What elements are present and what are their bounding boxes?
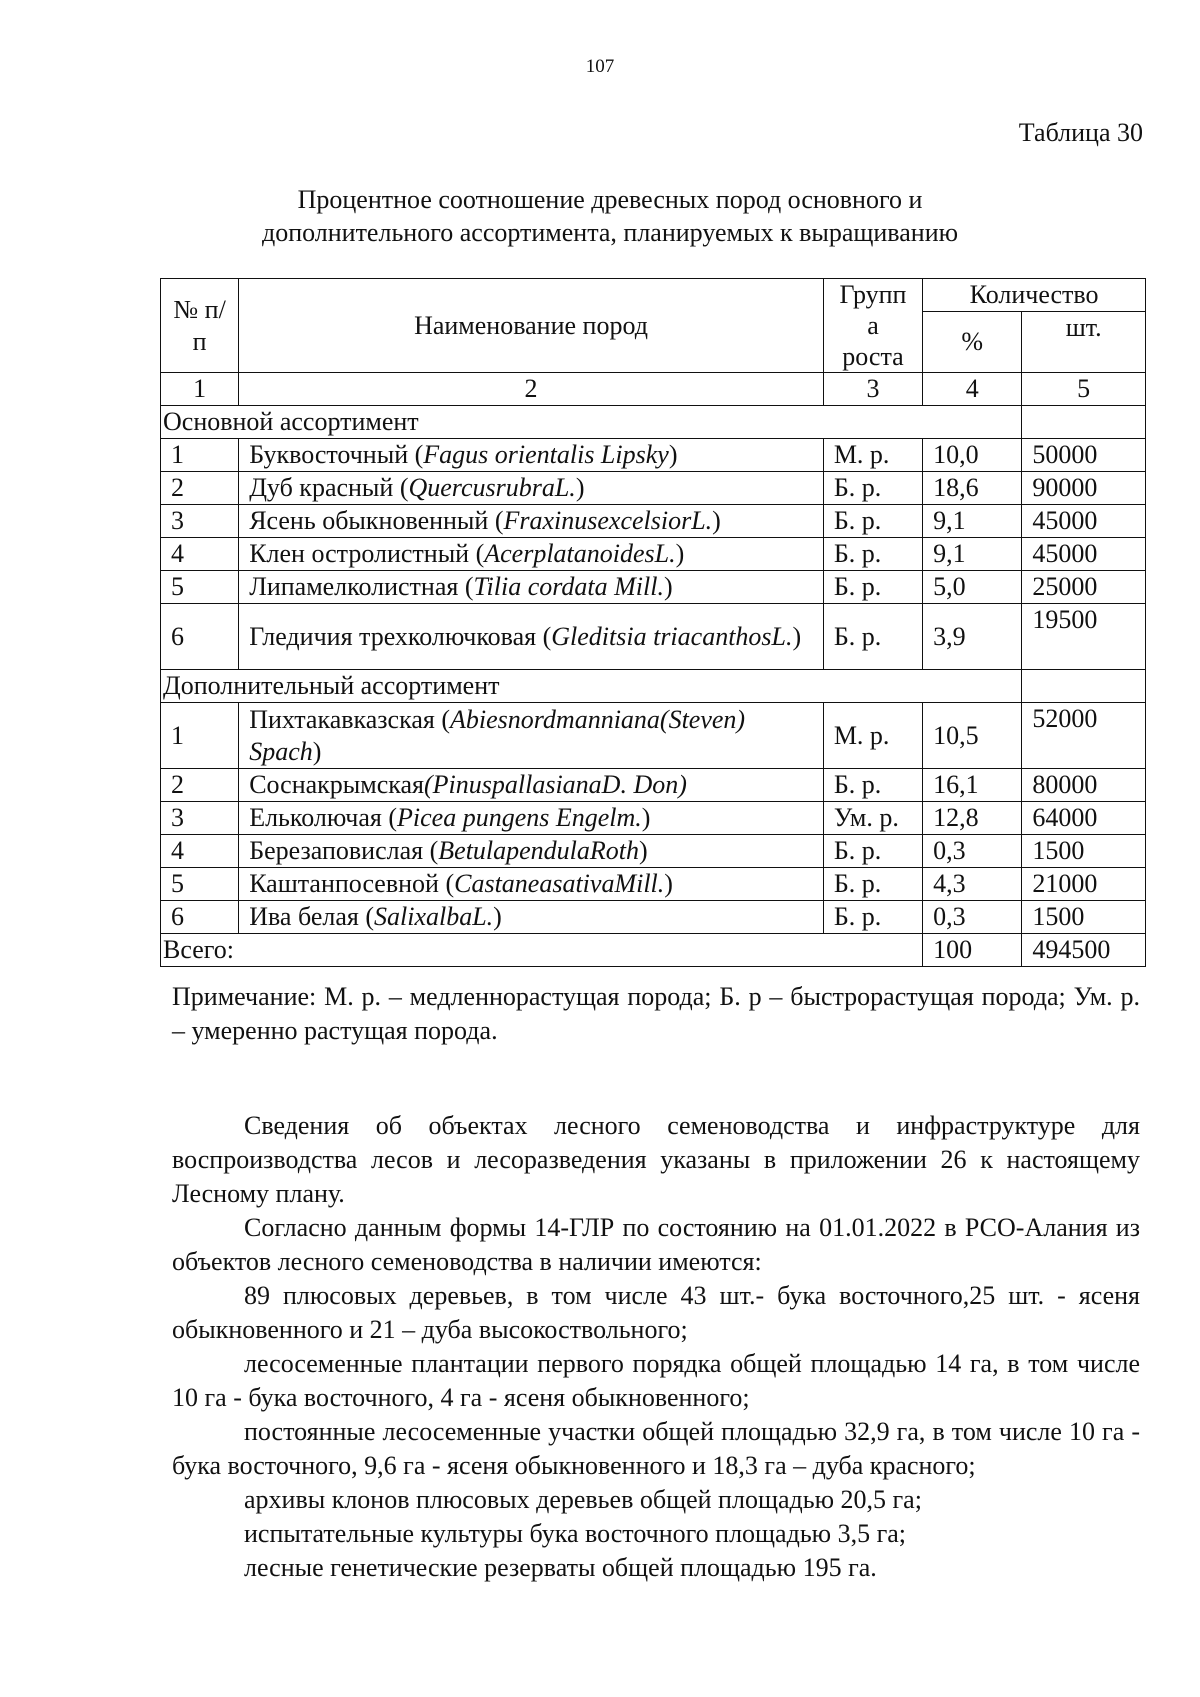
pieces-value: 45000 [1022,538,1146,571]
header-percent: % [923,312,1022,373]
paragraph: лесные генетические резерваты общей площадью 195 га. [244,1553,877,1582]
column-number: 4 [923,373,1022,406]
percent-value: 0,3 [923,901,1022,934]
species-name: Соснакрымская(PinuspallasianaD. Don) [239,769,824,802]
page-number: 107 [585,56,615,77]
column-number: 1 [161,373,239,406]
header-num: № п/п [161,279,239,373]
percent-value: 10,5 [923,703,1022,769]
table-label: Таблица 30 [1018,118,1143,147]
pieces-value: 64000 [1022,802,1146,835]
column-number: 3 [823,373,922,406]
growth-group: Б. р. [823,505,922,538]
paragraph: Сведения об объектах лесного семеноводства и инфраструктуре для воспроизводства лесов и лесоразведения указаны в приложении 26 к настоящему Лесному плану. [172,1111,1140,1208]
percent-value: 12,8 [923,802,1022,835]
table-row [161,835,1146,868]
table-row [161,538,1146,571]
total-percent: 100 [923,934,1022,967]
pieces-value: 19500 [1022,604,1146,670]
growth-group: Б. р. [823,868,922,901]
table-row [161,604,1146,670]
species-name: Дуб красный (QuercusrubraL.) [239,472,824,505]
table-row [161,472,1146,505]
paragraph: архивы клонов плюсовых деревьев общей площадью 20,5 га; [244,1485,922,1514]
header-name: Наименование пород [239,279,824,373]
table-row [161,571,1146,604]
pieces-value: 1500 [1022,901,1146,934]
section-title: Основной ассортимент [161,406,1022,439]
species-name: Пихтакавказская (Abiesnordmanniana(Steven) Spach) [239,703,824,769]
total-pieces: 494500 [1022,934,1146,967]
pieces-value: 90000 [1022,472,1146,505]
paragraph: лесосеменные плантации первого порядка общей площадью 14 га, в том числе 10 га - бука восточного, 4 га - ясеня обыкновенного; [172,1349,1140,1412]
section-title: Дополнительный ассортимент [161,670,1022,703]
table-row [161,868,1146,901]
growth-group: Б. р. [823,538,922,571]
pieces-value: 25000 [1022,571,1146,604]
species-name: Гледичия трехколючковая (Gleditsia triacanthosL.) [239,604,824,670]
paragraph: Согласно данным формы 14-ГЛР по состоянию на 01.01.2022 в РСО-Алания из объектов лесного семеноводства в наличии имеются: [172,1213,1140,1276]
pieces-value: 45000 [1022,505,1146,538]
table-row [161,901,1146,934]
percent-value: 18,6 [923,472,1022,505]
percent-value: 10,0 [923,439,1022,472]
percent-value: 3,9 [923,604,1022,670]
row-num: 6 [161,604,239,670]
species-table [160,278,1146,967]
column-number-row [161,373,1146,406]
table-row [161,802,1146,835]
table-note: Примечание: М. р. – медленнорастущая порода; Б. р – быстрорастущая порода; Ум. р. – умеренно растущая порода. [172,982,1140,1045]
total-row [161,934,1146,967]
growth-group: Б. р. [823,571,922,604]
table-row [161,703,1146,769]
total-label: Всего: [161,934,923,967]
pieces-value: 80000 [1022,769,1146,802]
row-num: 4 [161,835,239,868]
growth-group: Ум. р. [823,802,922,835]
paragraph: испытательные культуры бука восточного площадью 3,5 га; [244,1519,907,1548]
species-name: Ива белая (SalixalbaL.) [239,901,824,934]
paragraph: постоянные лесосеменные участки общей площадью 32,9 га, в том числе 10 га - бука восточного, 9,6 га - ясеня обыкновенного и 18,3 га – дуба красного; [172,1417,1140,1480]
row-num: 1 [161,703,239,769]
percent-value: 5,0 [923,571,1022,604]
row-num: 1 [161,439,239,472]
percent-value: 9,1 [923,538,1022,571]
table-row [161,505,1146,538]
pieces-value: 52000 [1022,703,1146,769]
table-title [160,183,1060,249]
growth-group: Б. р. [823,901,922,934]
header-quantity: Количество [923,279,1146,312]
species-name: Ясень обыкновенный (FraxinusexcelsiorL.) [239,505,824,538]
section-row [161,670,1146,703]
growth-group: М. р. [823,703,922,769]
table-row [161,439,1146,472]
table-title-line-1: Процентное соотношение древесных пород основного и [297,185,923,214]
growth-group: Б. р. [823,604,922,670]
species-name: Липамелколистная (Tilia cordata Mill.) [239,571,824,604]
species-name: Ельколючая (Picea pungens Engelm.) [239,802,824,835]
growth-group: М. р. [823,439,922,472]
percent-value: 0,3 [923,835,1022,868]
table-row [161,769,1146,802]
paragraph: 89 плюсовых деревьев, в том числе 43 шт.- бука восточного,25 шт. - ясеня обыкновенного и 21 – дуба высокоствольного; [172,1281,1140,1344]
header-group: Групп а роста [823,279,922,373]
row-num: 2 [161,472,239,505]
pieces-value: 21000 [1022,868,1146,901]
row-num: 5 [161,571,239,604]
row-num: 2 [161,769,239,802]
percent-value: 9,1 [923,505,1022,538]
empty-cell [1022,670,1146,703]
row-num: 3 [161,802,239,835]
percent-value: 4,3 [923,868,1022,901]
column-number: 5 [1022,373,1146,406]
pieces-value: 1500 [1022,835,1146,868]
column-number: 2 [239,373,824,406]
growth-group: Б. р. [823,472,922,505]
species-name: Клен остролистный (AcerplatanoidesL.) [239,538,824,571]
growth-group: Б. р. [823,835,922,868]
percent-value: 16,1 [923,769,1022,802]
body-text [172,1075,1140,1585]
empty-cell [1022,406,1146,439]
pieces-value: 50000 [1022,439,1146,472]
species-name: Буквосточный (Fagus orientalis Lipsky) [239,439,824,472]
table-title-line-2: дополнительного ассортимента, планируемых к выращиванию [261,218,959,247]
section-row [161,406,1146,439]
header-pieces: шт. [1022,312,1146,373]
header-row [161,279,1146,312]
species-name: Каштанпосевной (CastaneasativaMill.) [239,868,824,901]
row-num: 5 [161,868,239,901]
row-num: 6 [161,901,239,934]
row-num: 4 [161,538,239,571]
species-name: Березаповислая (BetulapendulaRoth) [239,835,824,868]
row-num: 3 [161,505,239,538]
growth-group: Б. р. [823,769,922,802]
